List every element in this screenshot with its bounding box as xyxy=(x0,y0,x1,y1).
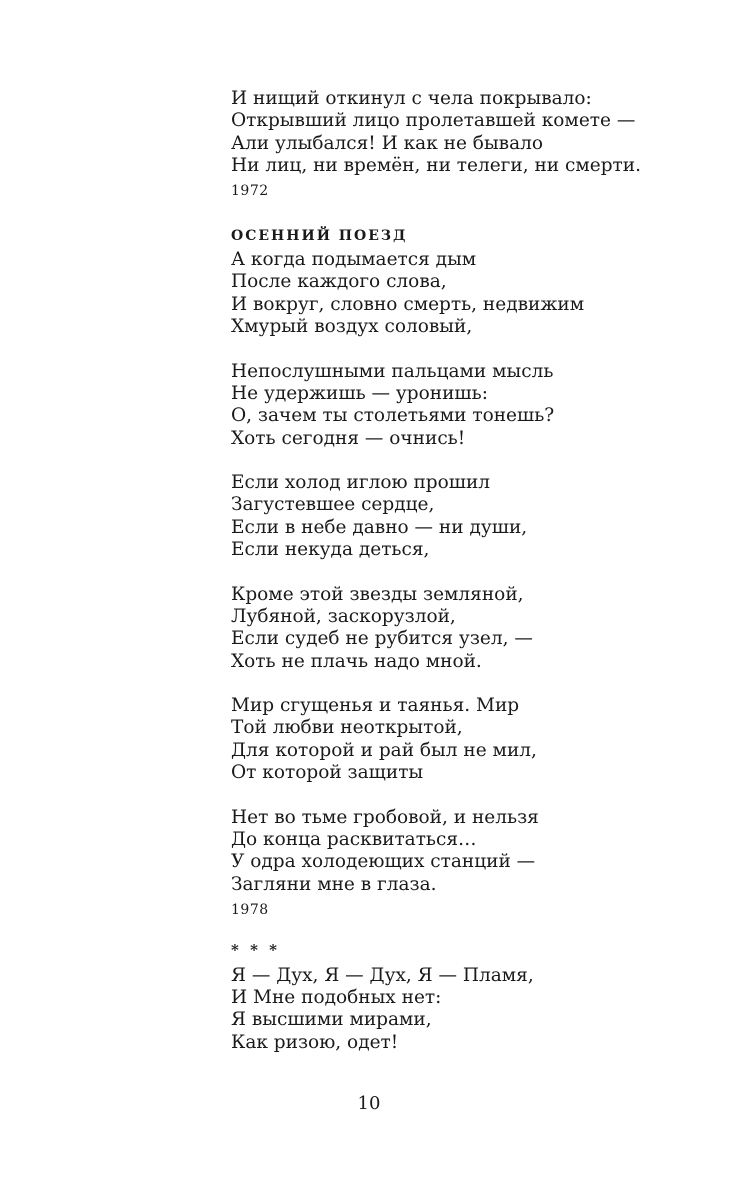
verse-line: Непослушными пальцами мысль xyxy=(231,360,554,382)
poem-title: ОСЕННИЙ ПОЕЗД xyxy=(231,228,408,245)
verse-line: После каждого слова, xyxy=(231,271,447,293)
verse-line: От которой защиты xyxy=(231,762,424,784)
verse-line: Загляни мне в глаза. xyxy=(231,873,437,895)
verse-line: О, зачем ты столетьями тонешь? xyxy=(231,405,555,427)
poem-ending xyxy=(231,88,691,200)
verse-line: Хмурый воздух соловый, xyxy=(231,316,473,338)
stanza-break xyxy=(231,784,691,806)
verse-line: Хоть не плачь надо мной. xyxy=(231,650,482,672)
verse-line: Как ризою, одет! xyxy=(231,1031,399,1053)
verse-line: Загустевшее сердце, xyxy=(231,494,435,516)
text-column xyxy=(231,88,691,1054)
verse-line: И нищий откинул с чела покрывало: xyxy=(231,88,592,109)
verse-line: Не удержишь — уронишь: xyxy=(231,382,488,404)
stanza-break xyxy=(231,673,691,695)
verse-line: Той любви неоткрытой, xyxy=(231,717,463,739)
verse-line: Если некуда деться, xyxy=(231,539,430,561)
stanza-break xyxy=(231,450,691,472)
verse-line: Лубяной, заскорузлой, xyxy=(231,605,456,627)
verse-line: Открывший лицо пролетавшей комете — xyxy=(231,110,636,132)
verse-line: Ни лиц, ни времён, ни телеги, ни смерти. xyxy=(231,154,641,176)
verse-line: Если холод иглою прошил xyxy=(231,472,491,494)
poem-title-asterisks: * * * xyxy=(231,940,280,959)
verse-line: Кроме этой звезды земляной, xyxy=(231,583,524,605)
page-number: 10 xyxy=(357,1093,381,1114)
verse-line: Хоть сегодня — очнись! xyxy=(231,427,466,449)
verse-line: У одра холодеющих станций — xyxy=(231,851,536,873)
verse-line: Мир сгущенья и таянья. Мир xyxy=(231,695,520,717)
poem-year: 1978 xyxy=(231,901,269,918)
verse-line: До конца расквитаться… xyxy=(231,828,477,850)
verse-line: Али улыбался! И как не бывало xyxy=(231,132,544,154)
verse-line: Я — Дух, Я — Дух, Я — Пламя, xyxy=(231,964,534,986)
verse-line: Я высшими мирами, xyxy=(231,1009,432,1031)
verse-line: Для которой и рай был не мил, xyxy=(231,739,537,761)
stanza-break xyxy=(231,338,691,360)
verse-line: Нет во тьме гробовой, и нельзя xyxy=(231,806,539,828)
verse-line: Если в небе давно — ни души, xyxy=(231,516,528,538)
stanza-break xyxy=(231,561,691,583)
verse-line: А когда подымается дым xyxy=(231,249,477,271)
verse-line: Если судеб не рубится узел, — xyxy=(231,628,533,650)
verse-line: И вокруг, словно смерть, недвижим xyxy=(231,293,585,315)
poem-body xyxy=(231,965,691,1054)
poem-body xyxy=(231,249,691,919)
verse-line: И Мне подобных нет: xyxy=(231,987,442,1009)
poem-year: 1972 xyxy=(231,183,269,200)
